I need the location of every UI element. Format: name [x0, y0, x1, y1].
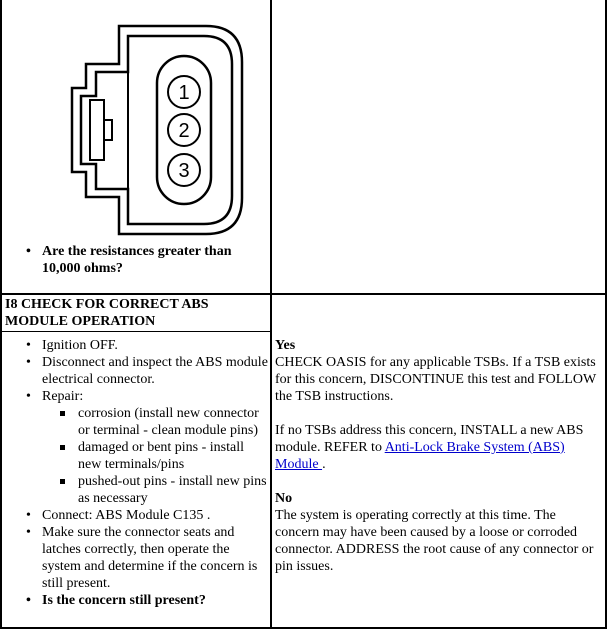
yes-label: Yes: [275, 338, 296, 353]
repair-sublist: [42, 405, 268, 507]
result-column: [275, 337, 597, 575]
list-item: • Ignition OFF.: [22, 337, 268, 354]
row-divider: [0, 293, 605, 295]
list-item: [22, 388, 268, 507]
list-item: • Disconnect and inspect the ABS module electrical connector.: [22, 354, 268, 388]
list-item: damaged or bent pins - install new terminals/pins: [42, 439, 268, 473]
no-label: No: [275, 491, 293, 506]
repair-label: Repair:: [42, 389, 84, 404]
list-item: corrosion (install new connector or terminal - clean module pins): [42, 405, 268, 439]
list-item: • Make sure the connector seats and latches correctly, then operate the system and determine if the concern is still present.: [22, 524, 268, 592]
yes-text: CHECK OASIS for any applicable TSBs. If a TSB exists for this concern, DISCONTINUE this test and FOLLOW the TSB instructions.: [275, 355, 596, 404]
connector-diagram: [64, 22, 246, 238]
pin-label: 3: [178, 160, 190, 182]
question-concern: • Is the concern still present?: [22, 592, 268, 609]
list-item: pushed-out pins - install new pins as necessary: [42, 473, 268, 507]
step-title-divider: [2, 331, 270, 332]
abs-module-link[interactable]: Anti-Lock Brake System (ABS) Module: [275, 440, 565, 472]
column-divider: [270, 0, 272, 627]
step-list: [22, 337, 268, 609]
question-resistance: • Are the resistances greater than 10,000 ohms?: [22, 243, 262, 277]
no-text: The system is operating correctly at this time. The concern may have been caused by a loose or corroded connector. ADDRESS the root cause of any connector or pin issues.: [275, 508, 594, 574]
pin-label: 2: [178, 120, 190, 142]
pin-label: 1: [178, 82, 190, 104]
yes-install-text: If no TSBs address this concern, INSTALL a new ABS module. REFER to Anti-Lock Brake System (ABS) Module .: [275, 423, 584, 472]
question-list: [22, 243, 262, 277]
list-item: • Connect: ABS Module C135 .: [22, 507, 268, 524]
step-title: I8 CHECK FOR CORRECT ABS MODULE OPERATION: [5, 297, 209, 329]
